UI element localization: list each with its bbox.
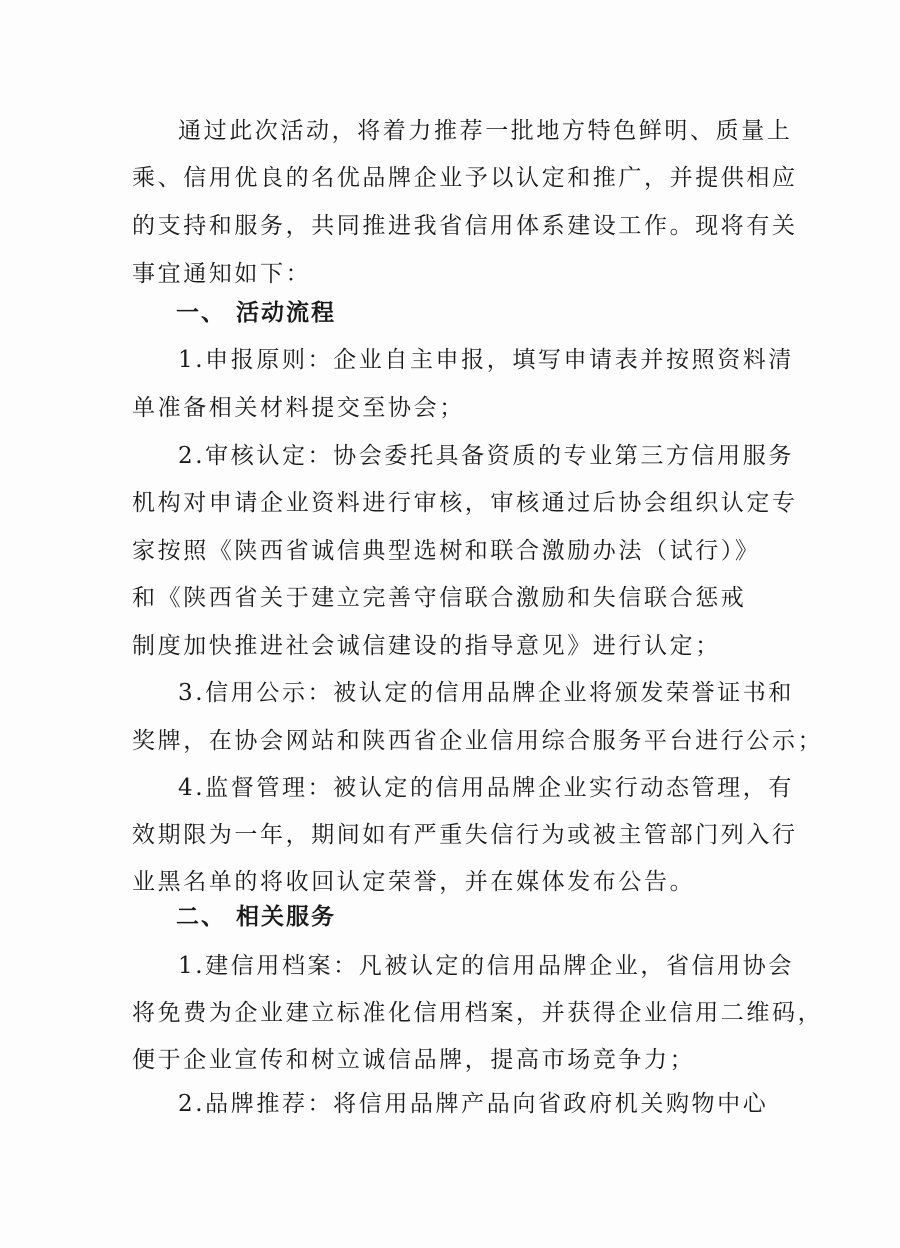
paragraph-intro-line-2: 乘、信用优良的名优品牌企业予以认定和推广，并提供相应 <box>132 165 798 191</box>
item-3-line-1: 3.信用公示：被认定的信用品牌企业将颁发荣誉证书和 <box>178 680 794 706</box>
service-1-line-1: 1.建信用档案：凡被认定的信用品牌企业，省信用协会 <box>178 953 794 979</box>
paragraph-intro-line-4: 事宜通知如下： <box>132 261 312 287</box>
item-2-line-2: 机构对申请企业资料进行审核，审核通过后协会组织认定专 <box>132 490 798 516</box>
service-2-line-1: 2.品牌推荐：将信用品牌产品向省政府机关购物中心 <box>178 1091 769 1117</box>
paragraph-intro-line-3: 的支持和服务，共同推进我省信用体系建设工作。现将有关 <box>132 213 798 239</box>
section-heading-process: 一、 活动流程 <box>176 300 337 326</box>
service-1-line-3: 便于企业宣传和树立诚信品牌，提高市场竞争力； <box>132 1047 696 1073</box>
item-1-line-1: 1.申报原则：企业自主申报，填写申请表并按照资料清 <box>178 347 794 373</box>
item-4-line-1: 4.监督管理：被认定的信用品牌企业实行动态管理，有 <box>178 775 794 801</box>
item-4-line-2: 效期限为一年，期间如有严重失信行为或被主管部门列入行 <box>132 822 798 848</box>
item-1-line-2: 单准备相关材料提交至协会； <box>132 395 465 421</box>
service-1-line-2: 将免费为企业建立标准化信用档案，并获得企业信用二维码， <box>132 1000 824 1026</box>
item-2-line-5: 制度加快推进社会诚信建设的指导意见》进行认定； <box>132 633 721 659</box>
paragraph-intro-line-1: 通过此次活动，将着力推荐一批地方特色鲜明、质量上 <box>178 118 793 144</box>
item-2-line-3: 家按照《陕西省诚信典型选树和联合激励办法（试行）》 <box>132 538 761 564</box>
item-2-line-1: 2.审核认定：协会委托具备资质的专业第三方信用服务 <box>178 443 794 469</box>
item-3-line-2: 奖牌，在协会网站和陕西省企业信用综合服务平台进行公示； <box>132 728 824 754</box>
item-4-line-3: 业黑名单的将收回认定荣誉，并在媒体发布公告。 <box>132 869 696 895</box>
item-2-line-4: 和《陕西省关于建立完善守信联合激励和失信联合惩戒 <box>132 585 747 611</box>
section-heading-services: 二、 相关服务 <box>176 904 337 930</box>
